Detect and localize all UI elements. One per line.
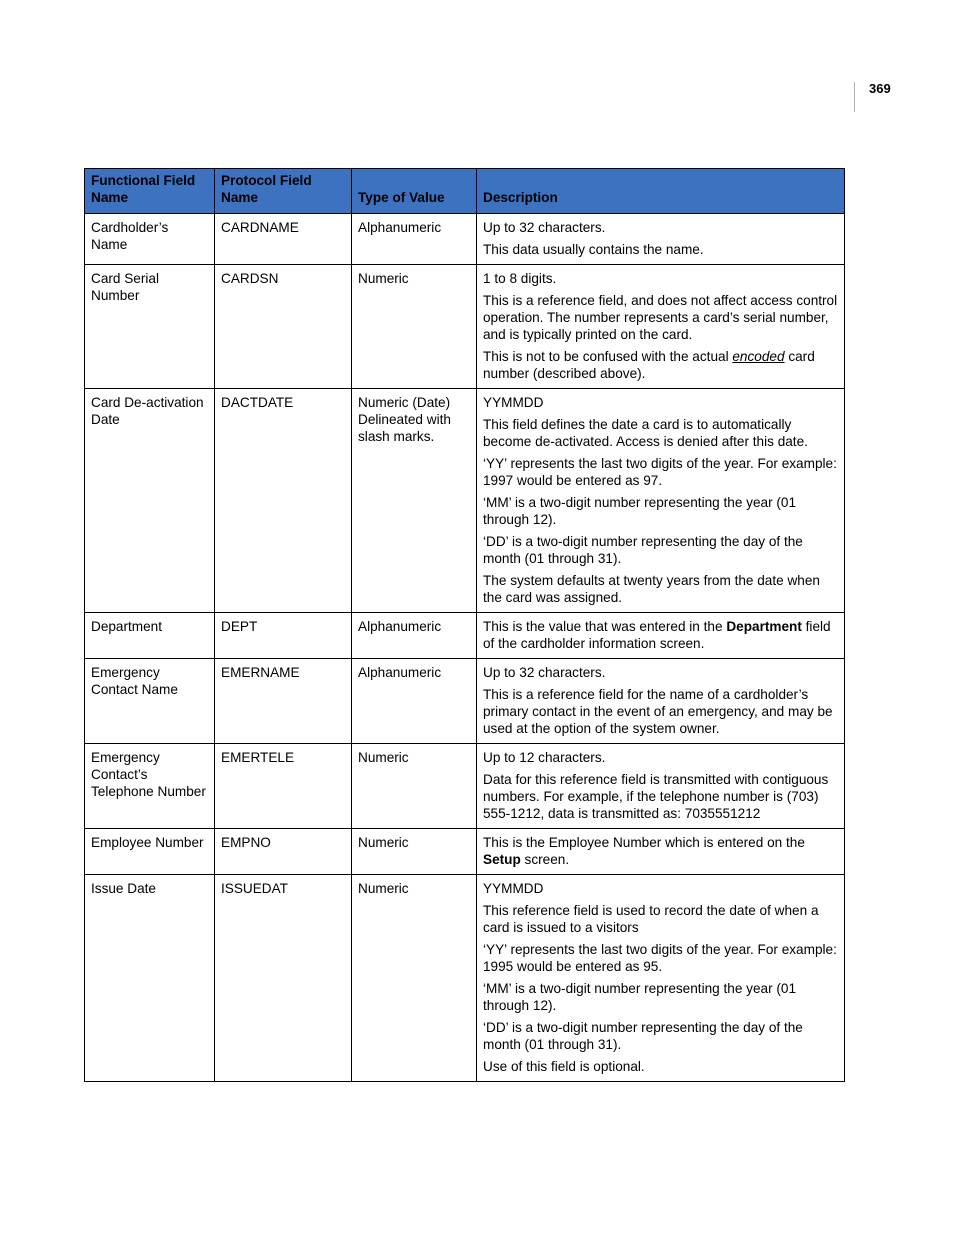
page-number: 369 — [869, 81, 891, 96]
cell-description — [477, 613, 845, 659]
description-paragraph: This reference field is used to record the date of when a card is issued to a visitors — [483, 903, 819, 935]
cell-description — [477, 875, 845, 1082]
cell-value-type: Alphanumeric — [352, 214, 477, 265]
description-paragraph: ‘DD’ is a two-digit number representing the day of the month (01 through 31). — [483, 1020, 803, 1052]
description-paragraph: ‘MM’ is a two-digit number representing the year (01 through 12). — [483, 981, 797, 1013]
header-type-of-value: Type of Value — [352, 169, 477, 214]
cell-description — [477, 829, 845, 875]
cell-value-type: Numeric — [352, 265, 477, 389]
cell-functional-name: Emergency Contact Name — [85, 659, 215, 744]
cell-functional-name: Cardholder’s Name — [85, 214, 215, 265]
table-header-row — [85, 169, 845, 214]
text-run: screen. — [520, 852, 570, 867]
cell-protocol-name: ISSUEDAT — [215, 875, 352, 1082]
cell-value-type: Alphanumeric — [352, 613, 477, 659]
description-paragraph: Up to 12 characters. — [483, 750, 606, 765]
description-paragraph — [483, 618, 838, 652]
description-paragraph: Use of this field is optional. — [483, 1059, 645, 1074]
description-paragraph: YYMMDD — [483, 395, 544, 410]
table-row — [85, 265, 845, 389]
bold-term: Department — [726, 619, 802, 634]
description-paragraph: Data for this reference field is transmitted with contiguous numbers. For example, if the telephone number is (703) 555-1212, data is transmitted as: 7035551212 — [483, 772, 829, 821]
cell-functional-name: Department — [85, 613, 215, 659]
cell-protocol-name: EMPNO — [215, 829, 352, 875]
cell-value-type: Numeric — [352, 875, 477, 1082]
table-row — [85, 613, 845, 659]
bold-term: Setup — [483, 852, 521, 867]
page-number-divider — [854, 82, 855, 112]
description-paragraph — [483, 834, 838, 868]
table-row — [85, 389, 845, 613]
cell-value-type: Alphanumeric — [352, 659, 477, 744]
table-row — [85, 659, 845, 744]
description-paragraph: ‘DD’ is a two-digit number representing the day of the month (01 through 31). — [483, 534, 803, 566]
cell-description — [477, 265, 845, 389]
description-paragraph: This data usually contains the name. — [483, 242, 704, 257]
header-protocol-field-name: Protocol Field Name — [215, 169, 352, 214]
cell-functional-name: Card De-activation Date — [85, 389, 215, 613]
description-paragraph: The system defaults at twenty years from the date when the card was assigned. — [483, 573, 820, 605]
cell-functional-name: Issue Date — [85, 875, 215, 1082]
text-run: This is not to be confused with the actual — [483, 349, 733, 364]
cell-value-type: Numeric — [352, 829, 477, 875]
cell-description — [477, 744, 845, 829]
table-row — [85, 829, 845, 875]
cell-protocol-name: DACTDATE — [215, 389, 352, 613]
cell-protocol-name: EMERTELE — [215, 744, 352, 829]
cell-description — [477, 659, 845, 744]
description-paragraph: 1 to 8 digits. — [483, 271, 557, 286]
cell-value-type: Numeric (Date) Delineated with slash marks. — [352, 389, 477, 613]
cell-protocol-name: EMERNAME — [215, 659, 352, 744]
table-row — [85, 744, 845, 829]
description-paragraph: ‘MM’ is a two-digit number representing the year (01 through 12). — [483, 495, 797, 527]
description-paragraph: Up to 32 characters. — [483, 220, 606, 235]
cell-value-type: Numeric — [352, 744, 477, 829]
description-paragraph: This is a reference field for the name of a cardholder’s primary contact in the event of an emergency, and may be used at the option of the system owner. — [483, 687, 833, 736]
cell-functional-name: Employee Number — [85, 829, 215, 875]
description-paragraph: ‘YY’ represents the last two digits of the year. For example: 1997 would be entered as 97. — [483, 456, 837, 488]
protocol-fields-table — [84, 168, 845, 1082]
table-row — [85, 214, 845, 265]
header-description: Description — [477, 169, 845, 214]
description-paragraph: This is a reference field, and does not affect access control operation. The number represents a card’s serial number, and is typically printed on the card. — [483, 293, 838, 342]
description-paragraph: YYMMDD — [483, 881, 544, 896]
cell-functional-name: Emergency Contact’s Telephone Number — [85, 744, 215, 829]
text-run: card number (described above). — [483, 349, 815, 381]
cell-description — [477, 389, 845, 613]
description-paragraph: This field defines the date a card is to automatically become de-activated. Access is denied after this date. — [483, 417, 808, 449]
description-paragraph: Up to 32 characters. — [483, 665, 606, 680]
cell-functional-name: Card Serial Number — [85, 265, 215, 389]
cell-protocol-name: CARDNAME — [215, 214, 352, 265]
description-paragraph — [483, 348, 838, 382]
description-paragraph: ‘YY’ represents the last two digits of the year. For example: 1995 would be entered as 95. — [483, 942, 837, 974]
cell-protocol-name: CARDSN — [215, 265, 352, 389]
emphasized-term: encoded — [732, 349, 785, 364]
cell-description — [477, 214, 845, 265]
text-run: This is the value that was entered in the — [483, 619, 727, 634]
text-run: This is the Employee Number which is entered on the — [483, 835, 805, 850]
text-run: field of the cardholder information screen. — [483, 619, 831, 651]
table-row — [85, 875, 845, 1082]
header-functional-field-name: Functional Field Name — [85, 169, 215, 214]
cell-protocol-name: DEPT — [215, 613, 352, 659]
